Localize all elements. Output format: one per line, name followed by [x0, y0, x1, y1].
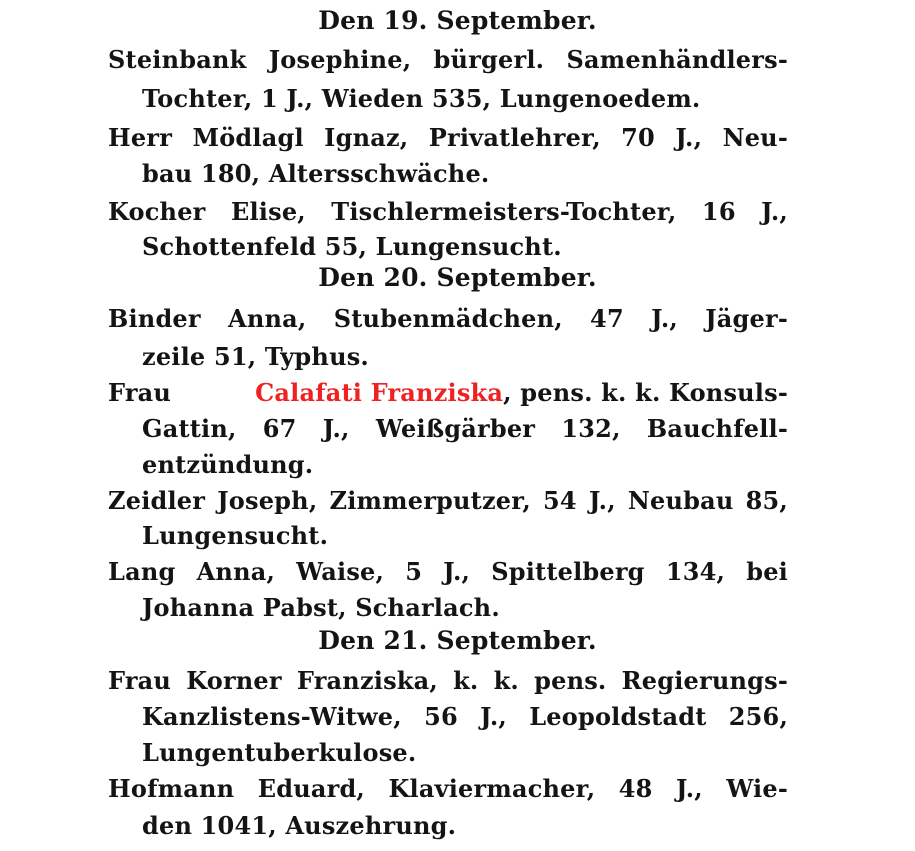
entry-calafati-line-3: entzündung. [142, 450, 314, 479]
entry-zeidler-line-2: Lungensucht. [142, 521, 329, 550]
highlighted-name: Calafati Franziska [255, 378, 504, 407]
entry-korner-line-3: Lungentuberkulose. [142, 738, 417, 767]
entry-hofmann-line-2: den 1041, Auszehrung. [142, 811, 457, 840]
entry-calafati-prefix: Frau [108, 378, 172, 407]
entry-steinbank-line-1: Steinbank Josephine, bürgerl. Samenhändlers- [108, 45, 788, 74]
date-heading-sep-21: Den 21. September. [318, 626, 597, 655]
entry-moedlagl-line-1: Herr Mödlagl Ignaz, Privatlehrer, 70 J., Neu- [108, 123, 788, 152]
entry-hofmann-line-1: Hofmann Eduard, Klaviermacher, 48 J., Wie- [108, 774, 788, 803]
entry-calafati-name-group [255, 378, 788, 408]
entry-kocher-line-2: Schottenfeld 55, Lungensucht. [142, 232, 562, 261]
entry-binder-line-2: zeile 51, Typhus. [142, 342, 369, 371]
entry-lang-line-2: Johanna Pabst, Scharlach. [142, 593, 500, 622]
date-heading-sep-19: Den 19. September. [318, 6, 597, 35]
entry-moedlagl-line-2: bau 180, Altersschwäche. [142, 159, 490, 188]
entry-korner-line-1: Frau Korner Franziska, k. k. pens. Regierungs- [108, 666, 788, 695]
entry-calafati-line-1-rest: , pens. k. k. Konsuls- [503, 378, 788, 407]
entry-zeidler-line-1: Zeidler Joseph, Zimmerputzer, 54 J., Neubau 85, [108, 486, 788, 515]
entry-calafati-line-1 [108, 378, 788, 408]
entry-kocher-line-1: Kocher Elise, Tischlermeisters-Tochter, 16 J., [108, 197, 788, 226]
entry-korner-line-2: Kanzlistens-Witwe, 56 J., Leopoldstadt 256, [142, 702, 788, 731]
entry-steinbank-line-2: Tochter, 1 J., Wieden 535, Lungenoedem. [142, 84, 701, 113]
entry-calafati-line-2: Gattin, 67 J., Weißgärber 132, Bauchfell- [142, 414, 788, 443]
date-heading-sep-20: Den 20. September. [318, 263, 597, 292]
entry-lang-line-1: Lang Anna, Waise, 5 J., Spittelberg 134, bei [108, 557, 788, 586]
entry-binder-line-1: Binder Anna, Stubenmädchen, 47 J., Jäger- [108, 304, 788, 333]
